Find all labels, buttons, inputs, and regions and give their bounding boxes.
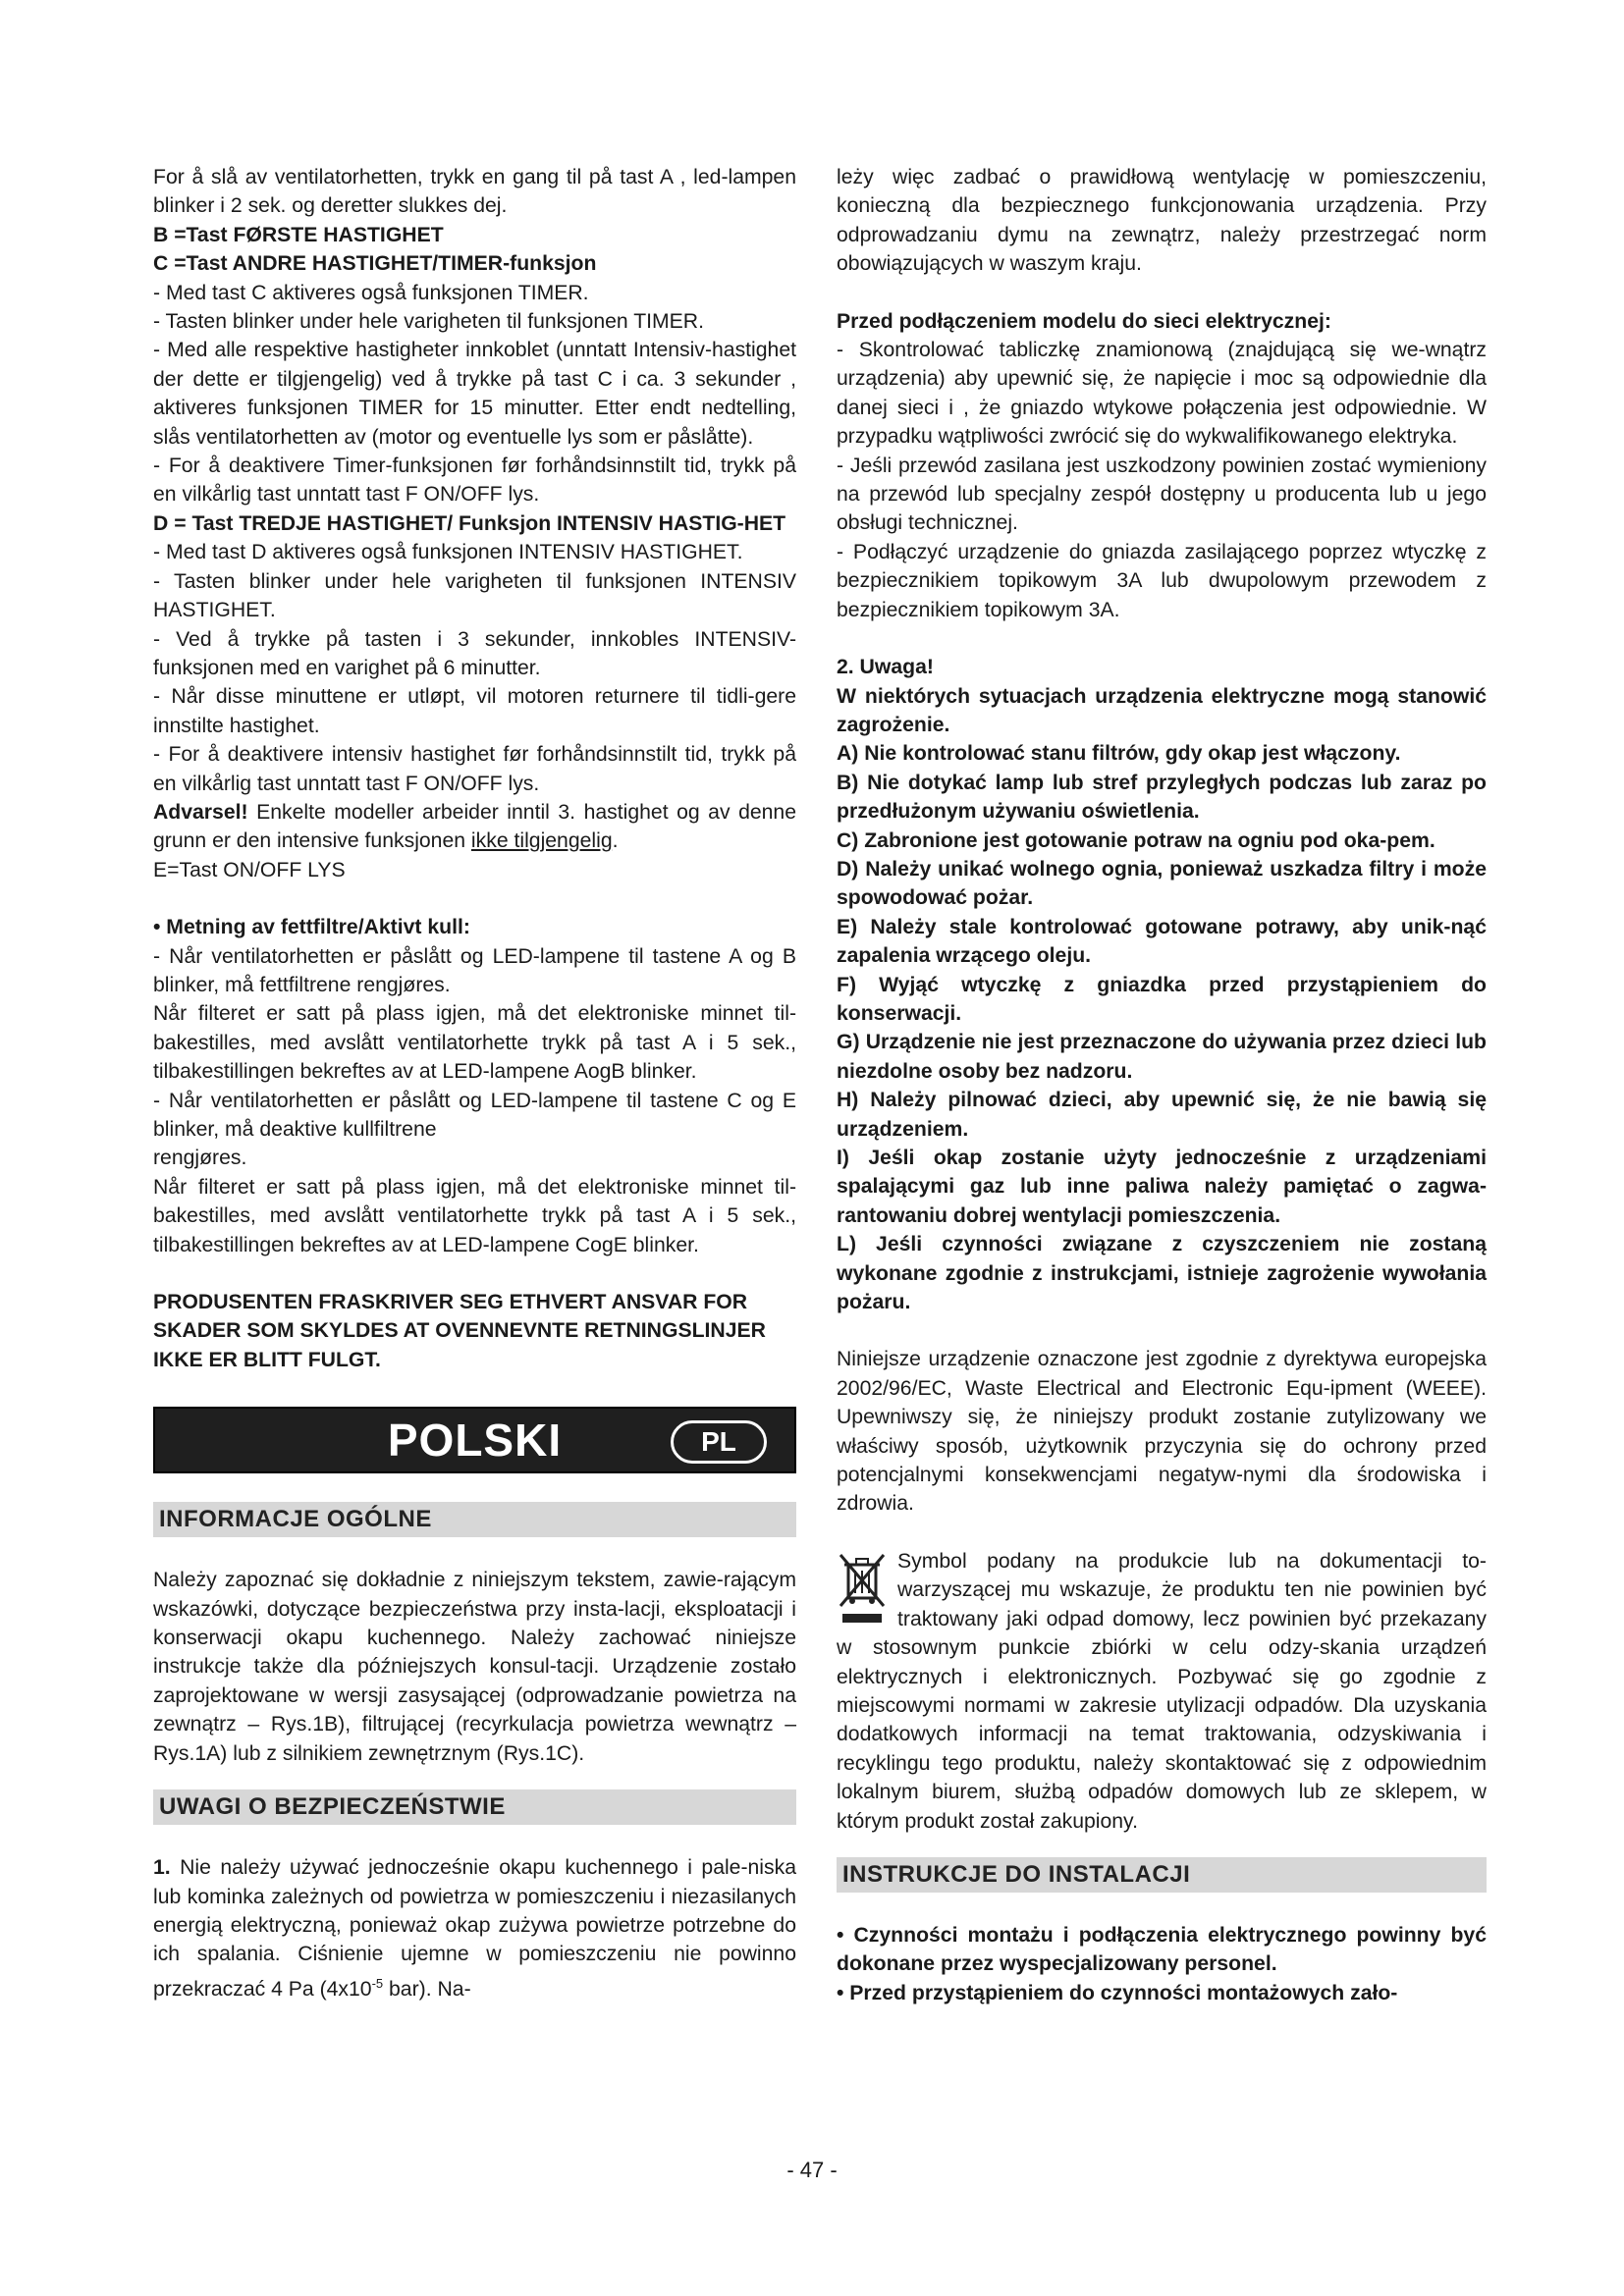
hood-off-paragraph: For å slå av ventilatorhetten, trykk en gang til på tast A , led-lampen blinker i 2 sek. og deretter slukkes dej. — [153, 166, 796, 218]
attention-f: F) Wyjąć wtyczkę z gniazdka przed przystąpieniem do konserwacji. — [837, 973, 1487, 1025]
filter-saturation-heading: • Metning av fettfiltre/Aktivt kull: — [153, 916, 470, 939]
key-d-line-1: - Med tast D aktiveres også funksjonen INTENSIV HASTIGHET. — [153, 541, 743, 564]
disclaimer: PRODUSENTEN FRASKRIVER SEG ETHVERT ANSVAR FOR SKADER SOM SKYLDES AT OVENNEVNTE RETNINGSLINJER IKKE ER BLITT FULGT. — [153, 1291, 766, 1371]
safety-point-1-number: 1. — [153, 1856, 171, 1880]
installation-heading: INSTRUKCJE DO INSTALACJI — [837, 1857, 1487, 1893]
key-d-line-4: - Når disse minuttene er utløpt, vil motoren returnere til tidli-gere innstilte hastighet. — [153, 685, 796, 737]
crossed-bin-icon — [837, 1551, 888, 1628]
filter-line-1: - Når ventilatorhetten er påslått og LED-lampene til tastene A og B blinker, må fettfiltrene rengjøres. — [153, 944, 796, 996]
key-e-line: E=Tast ON/OFF LYS — [153, 858, 346, 881]
language-badge: PL — [671, 1420, 767, 1464]
attention-g: G) Urządzenie nie jest przeznaczone do używania przez dzieci lub niezdolne osoby bez nadzoru. — [837, 1031, 1487, 1083]
attention-heading: 2. Uwaga! — [837, 656, 934, 679]
electrical-connection-heading: Przed podłączeniem modelu do sieci elektrycznej: — [837, 309, 1331, 333]
safety-point-1-text: Nie należy używać jednocześnie okapu kuchennego i pale-niska lub kominka zależnych od powietrza w pomieszczeniu i niezasilanych energią elektryczną, ponieważ okap zużywa powietrze potrzebne do ich spalania. Ciśnienie ujemne w pomieszczeniu nie powinno przekraczać 4 Pa (4x10 — [153, 1856, 796, 2001]
key-c-line-2: - Tasten blinker under hele varigheten til funksjonen TIMER. — [153, 310, 704, 334]
key-d-line-3: - Ved å trykke på tasten i 3 sekunder, innkobles INTENSIV-funksjonen med en varighet på 6 minutter. — [153, 627, 796, 679]
attention-c: C) Zabronione jest gotowanie potraw na ogniu pod oka-pem. — [837, 828, 1435, 852]
key-c-heading: C =Tast ANDRE HASTIGHET/TIMER-funksjon — [153, 252, 597, 276]
key-d-line-2: - Tasten blinker under hele varigheten til funksjonen INTENSIV HASTIGHET. — [153, 569, 796, 622]
left-column — [153, 163, 796, 2003]
connection-line-1: - Skontrolować tabliczkę znamionową (znajdującą się we-wnątrz urządzenia) aby upewnić się, że napięcie i moc są odpowiednie dla danej sieci i , że gniazdo wtykowe połączenia jest odpowiednie. W przypadku wątpliwości zwrócić się do wykwalifikowanego elektryka. — [837, 339, 1487, 449]
installation-point-1: • Czynności montażu i podłączenia elektrycznego powinny być dokonane przez wyspecjalizowany personel. — [837, 1923, 1487, 1976]
general-info-text: Należy zapoznać się dokładnie z niniejszym tekstem, zawie-rającym wskazówki, dotyczące bezpieczeństwa przy insta-lacji, eksploatacji i konserwacji okapu kuchennego. Należy zachować niniejsze instrukcje także dla późniejszych konsul-tacji. Urządzenie zostało zaprojektowane w wersji zasysającej (odprowadzanie powietrza na zewnątrz – Rys.1B), filtrującej (recyrkulacja powietrza wewnątrz – Rys.1A) lub z silnikiem zewnętrznym (Rys.1C). — [153, 1569, 796, 1765]
attention-l: L) Jeśli czynności związane z czyszczeniem nie zostaną wykonane zgodnie z instrukcjami, istnieje zagrożenie wywołania pożaru. — [837, 1233, 1487, 1314]
ventilation-continuation: leży więc zadbać o prawidłową wentylację w pomieszczeniu, konieczną dla bezpiecznego funkcjonowania urządzenia. Przy odprowadzaniu dymu na zewnątrz, należy przestrzegać norm obowiązujących w waszym kraju. — [837, 166, 1487, 276]
weee-symbol-block — [837, 1547, 1487, 1836]
key-b-heading: B =Tast FØRSTE HASTIGHET — [153, 223, 444, 246]
warning-end: . — [612, 829, 619, 853]
weee-directive-text: Niniejsze urządzenie oznaczone jest zgodnie z dyrektywa europejska 2002/96/EC, Waste Electrical and Electronic Equ-ipment (WEEE). Upewniwszy się, że niniejszy produkt zostanie zutylizowany we właściwy sposób, użytkownik przyczynia się do ochrony przed potencjalnymi konsekwencjami negatyw-nymi dla środowiska i zdrowia. — [837, 1348, 1487, 1516]
attention-e: E) Należy stale kontrolować gotowane potrawy, aby unik-nąć zapalenia wrzącego oleju. — [837, 915, 1487, 968]
warning-underlined: ikke tilgjengelig — [470, 829, 613, 853]
safety-point-1-exponent: -5 — [371, 1975, 384, 1991]
attention-i: I) Jeśli okap zostanie użyty jednocześnie z urządzeniami spalającymi gaz lub inne paliwa należy pamiętać o zagwa-rantowaniu dobrej wentylacji pomieszczenia. — [837, 1147, 1487, 1227]
general-info-heading: INFORMACJE OGÓLNE — [153, 1502, 796, 1537]
attention-a: A) Nie kontrolować stanu filtrów, gdy okap jest włączony. — [837, 742, 1401, 766]
attention-b: B) Nie dotykać lamp lub stref przyległych podczas lub zaraz po przedłużonym używaniu oświetlenia. — [837, 771, 1487, 824]
filter-line-4: Når filteret er satt på plass igjen, må det elektroniske minnet til-bakestilles, med avslått ventilatorhette trykk på tast A i 5 sek., tilbakestillingen bekreftes av at LED-lampene CogE blinker. — [153, 1175, 796, 1256]
key-c-line-3: - Med alle respektive hastigheter innkoblet (unntatt Intensiv-hastighet der dette er tilgjengelig) ved å trykke på tast C i ca. 3 sekunder , aktiveres funksjonen TIMER for 15 minutter. Etter endt nedtelling, slås ventilatorhetten av (motor og eventuelle lys som er påslåtte). — [153, 339, 796, 449]
weee-symbol-text: Symbol podany na produkcie lub na dokumentacji to-warzyszącej mu wskazuje, że produktu ten nie powinien być traktowany jaki odpad domowy, lecz powinien być przekazany w stosownym punkcie zbiórki w celu odzy-skania urządzeń elektrycznych i elektronicznych. Pozbywać się go zgodnie z miejscowymi normami w zakresie utylizacji odpadów. Dla uzyskania dodatkowych informacji na temat traktowania, odzyskiwania i recyklingu tego produktu, należy skontaktować się z odpowiednim lokalnym biurem, służbą odpadów domowych lub ze sklepem, w którym produkt został zakupiony. — [837, 1549, 1487, 1833]
connection-line-3: - Podłączyć urządzenie do gniazda zasilającego poprzez wtyczkę z bezpiecznikiem topikowym 3A lub dwupolowym przewodem z bezpiecznikiem topikowym 3A. — [837, 540, 1487, 621]
warning-text: Enkelte modeller arbeider inntil 3. hastighet og av denne grunn er den intensive funksjonen — [153, 800, 796, 853]
filter-line-2: Når filteret er satt på plass igjen, må det elektroniske minnet til-bakestilles, med avslått ventilatorhette trykk på tast A i 5 sek., tilbakestillingen bekreftes av at LED-lampene AogB blinker. — [153, 1002, 796, 1084]
safety-heading: UWAGI O BEZPIECZEŃSTWIE — [153, 1789, 796, 1825]
safety-point-1-end: bar). Na- — [383, 1977, 471, 2001]
warning-label: Advarsel! — [153, 800, 248, 824]
key-d-heading: D = Tast TREDJE HASTIGHET/ Funksjon INTENSIV HASTIG-HET — [153, 511, 786, 535]
page-number: - 47 - — [786, 2158, 838, 2182]
key-d-line-5: - For å deaktivere intensiv hastighet før forhåndsinnstilt tid, trykk på en vilkårlig tast unntatt tast F ON/OFF lys. — [153, 743, 796, 795]
right-column — [837, 163, 1487, 2007]
safety-point-1 — [153, 1853, 796, 2003]
warning-paragraph — [153, 798, 796, 856]
language-banner — [153, 1407, 796, 1473]
key-c-line-4: - For å deaktivere Timer-funksjonen før forhåndsinnstilt tid, trykk på en vilkårlig tast unntatt tast F ON/OFF lys. — [153, 454, 796, 507]
filter-line-3b: rengjøres. — [153, 1147, 247, 1170]
installation-point-2: • Przed przystąpieniem do czynności montażowych zało- — [837, 1981, 1398, 2004]
banner-title: POLSKI — [387, 1415, 563, 1467]
attention-intro: W niektórych sytuacjach urządzenia elektryczne mogą stanowić zagrożenie. — [837, 684, 1487, 736]
attention-h: H) Należy pilnować dzieci, aby upewnić się, że nie bawią się urządzeniem. — [837, 1089, 1487, 1141]
connection-line-2: - Jeśli przewód zasilana jest uszkodzony powinien zostać wymieniony na przewód lub specjalny zespół dostępny u producenta lub u jego obsługi technicznej. — [837, 454, 1487, 535]
key-c-line-1: - Med tast C aktiveres også funksjonen TIMER. — [153, 281, 589, 304]
filter-line-3: - Når ventilatorhetten er påslått og LED-lampene til tastene C og E blinker, må deaktive kullfiltrene — [153, 1089, 796, 1141]
attention-d: D) Należy unikać wolnego ognia, ponieważ uszkadza filtry i może spowodować pożar. — [837, 857, 1487, 910]
